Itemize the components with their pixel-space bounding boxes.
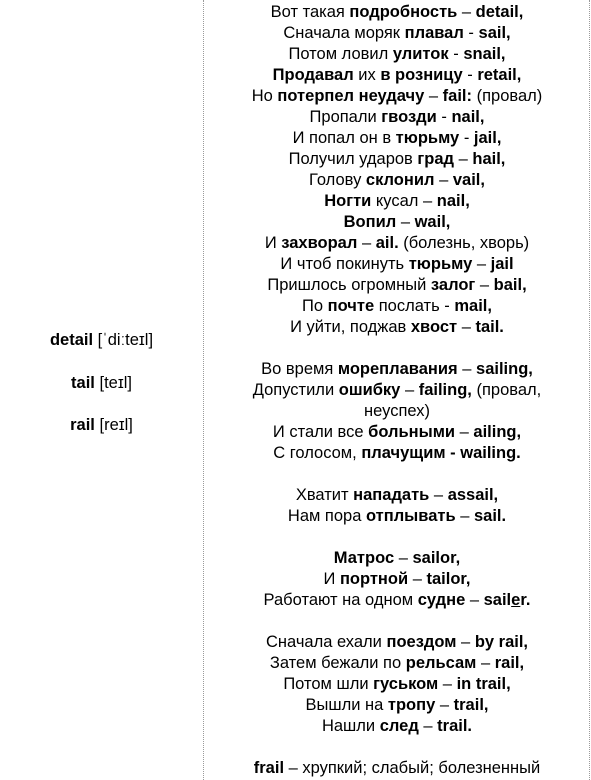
- poem-line: [204, 191, 590, 212]
- bold-word: Вопил: [343, 213, 397, 231]
- bold-word: trail,: [453, 696, 489, 714]
- text-segment: –: [424, 87, 443, 105]
- poem-line: [204, 422, 590, 443]
- stanza-gap: [204, 338, 590, 359]
- text-segment: -: [448, 45, 464, 63]
- text-segment: –: [455, 507, 474, 525]
- text-segment: И попал он в: [292, 129, 396, 147]
- poem-line: [204, 86, 590, 107]
- bold-word: тропу: [387, 696, 436, 714]
- text-segment: –: [455, 423, 474, 441]
- bold-word: wail,: [414, 213, 451, 231]
- text-segment: Пришлось огромный: [267, 276, 431, 294]
- bold-word: tailor,: [426, 570, 471, 588]
- text-segment: неуспех): [364, 402, 430, 420]
- vocab-word: tail: [71, 374, 95, 392]
- vocab-word: rail: [70, 416, 95, 434]
- bold-word: плавал: [404, 24, 464, 42]
- text-segment: –: [394, 549, 413, 567]
- text-segment: -: [459, 129, 474, 147]
- bold-word: ошибку: [338, 381, 401, 399]
- poem-line: [204, 401, 590, 422]
- bold-word: trail.: [437, 717, 473, 735]
- text-segment: –: [418, 717, 438, 735]
- bold-word: улиток: [392, 45, 449, 63]
- text-segment: -: [436, 108, 452, 126]
- bold-word: мореплавания: [337, 360, 458, 378]
- bold-word: хвост: [410, 318, 458, 336]
- bold-word: поездом: [386, 633, 457, 651]
- poem-line: [204, 443, 590, 464]
- poem-line: [204, 149, 590, 170]
- text-segment: –: [457, 3, 476, 21]
- poem-line: [204, 695, 590, 716]
- bold-word: r.: [520, 591, 531, 609]
- bold-word: Ногти: [324, 192, 372, 210]
- poem-line: [204, 128, 590, 149]
- bold-word: ail.: [375, 234, 399, 252]
- stanza-gap: [204, 527, 590, 548]
- vocab-entry: [0, 330, 203, 350]
- text-segment: И уйти, поджав: [290, 318, 411, 336]
- bold-word: by rail,: [474, 633, 529, 651]
- text-segment: –: [456, 633, 475, 651]
- bold-word: склонил: [365, 171, 435, 189]
- text-segment: И: [323, 570, 340, 588]
- vocabulary-column: [0, 0, 203, 780]
- poem-line: [204, 758, 590, 779]
- vocab-transcription: [ˈdiːteɪl]: [97, 331, 154, 349]
- bold-word: detail,: [475, 3, 524, 21]
- bold-word: sail: [483, 591, 512, 609]
- bold-word: nail,: [436, 192, 470, 210]
- text-segment: Допустили: [252, 381, 339, 399]
- vocab-word: detail: [49, 331, 94, 349]
- poem-line: [204, 569, 590, 590]
- bold-word: гвозди: [381, 108, 437, 126]
- bold-word: судне: [417, 591, 466, 609]
- bold-word: залог: [430, 276, 476, 294]
- bold-word: snail,: [463, 45, 506, 63]
- text-segment: Голову: [309, 171, 366, 189]
- poem-line: [204, 506, 590, 527]
- bold-word: Матрос: [333, 549, 395, 567]
- poem-line: [204, 590, 590, 611]
- bold-word: sail.: [473, 507, 507, 525]
- text-segment: Потом шли: [283, 675, 374, 693]
- poem-line: [204, 296, 590, 317]
- poem-column: [204, 2, 590, 779]
- text-segment: –: [400, 381, 419, 399]
- bold-word: jail: [490, 255, 514, 273]
- bold-word: nail,: [451, 108, 485, 126]
- text-segment: Хватит: [295, 486, 354, 504]
- poem-line: [204, 44, 590, 65]
- bold-word: failing,: [418, 381, 472, 399]
- text-segment: –: [396, 213, 415, 231]
- bold-word: bail,: [493, 276, 527, 294]
- text-segment: –: [454, 150, 473, 168]
- text-segment: По: [302, 297, 328, 315]
- bold-word: vail,: [452, 171, 485, 189]
- text-segment: Сначала моряк: [283, 24, 405, 42]
- bold-word: [511, 591, 520, 609]
- text-segment: кусал –: [371, 192, 437, 210]
- bold-word: нападать: [353, 486, 430, 504]
- text-segment: И: [264, 234, 282, 252]
- text-segment: Нам пора: [287, 507, 366, 525]
- vocab-entry: [0, 373, 203, 393]
- poem-line: [204, 23, 590, 44]
- text-segment: –: [472, 255, 491, 273]
- bold-word: тюрьму: [408, 255, 473, 273]
- text-segment: –: [434, 171, 453, 189]
- bold-word: assail,: [447, 486, 499, 504]
- text-segment: Вышли на: [305, 696, 388, 714]
- text-segment: –: [357, 234, 376, 252]
- bold-word: потерпел неудачу: [277, 87, 425, 105]
- text-segment: -: [463, 24, 479, 42]
- poem-line: [204, 254, 590, 275]
- bold-word: в розницу: [380, 66, 463, 84]
- poem-line: [204, 380, 590, 401]
- bold-word: почте: [327, 297, 375, 315]
- text-segment: И чтоб покинуть: [280, 255, 409, 273]
- text-segment: их: [353, 66, 381, 84]
- text-segment: Получил ударов: [288, 150, 418, 168]
- text-segment: –: [476, 654, 495, 672]
- poem-line: [204, 548, 590, 569]
- bold-word: sailor,: [412, 549, 461, 567]
- poem-line: [204, 2, 590, 23]
- bold-word: ailing,: [473, 423, 522, 441]
- poem-line: [204, 359, 590, 380]
- text-segment: –: [457, 318, 476, 336]
- text-segment: Нашли: [321, 717, 380, 735]
- text-segment: –: [475, 276, 494, 294]
- text-segment: С голосом,: [273, 444, 362, 462]
- stanza-gap: [204, 737, 590, 758]
- bold-word: подробность: [349, 3, 458, 21]
- bold-word: jail,: [473, 129, 502, 147]
- bold-word: тюрьму: [395, 129, 460, 147]
- text-segment: –: [438, 675, 457, 693]
- text-segment: послать -: [374, 297, 455, 315]
- poem-line: [204, 107, 590, 128]
- poem-line: [204, 317, 590, 338]
- text-segment: Затем бежали по: [269, 654, 406, 672]
- text-segment: –: [465, 591, 484, 609]
- poem-line: [204, 632, 590, 653]
- text-segment: (провал,: [471, 381, 542, 399]
- vocab-transcription: [reɪl]: [99, 416, 133, 434]
- bold-word: след: [379, 717, 419, 735]
- bold-word: hail,: [472, 150, 506, 168]
- bold-word: in trail,: [456, 675, 511, 693]
- text-segment: И стали все: [272, 423, 369, 441]
- poem-line: [204, 674, 590, 695]
- poem-line: [204, 716, 590, 737]
- text-segment: Сначала ехали: [265, 633, 387, 651]
- underlined-letter: e: [511, 591, 521, 609]
- text-segment: Но: [251, 87, 278, 105]
- bold-word: захворал: [281, 234, 358, 252]
- text-segment: Потом ловил: [288, 45, 393, 63]
- bold-word: mail,: [454, 297, 492, 315]
- poem-line: [204, 170, 590, 191]
- bold-word: sail,: [478, 24, 511, 42]
- text-segment: – хрупкий; слабый; болезненный: [284, 759, 541, 777]
- text-segment: Вот такая: [270, 3, 350, 21]
- bold-word: град: [417, 150, 455, 168]
- stanza-gap: [204, 464, 590, 485]
- text-segment: (болезнь, хворь): [398, 234, 530, 252]
- bold-word: retail,: [477, 66, 522, 84]
- poem-line: [204, 653, 590, 674]
- text-segment: Пропали: [309, 108, 382, 126]
- vocab-entry: [0, 415, 203, 435]
- bold-word: гуськом: [373, 675, 439, 693]
- bold-word: frail: [253, 759, 285, 777]
- poem-line: [204, 65, 590, 86]
- bold-word: fail:: [442, 87, 472, 105]
- bold-word: плачущим - wailing.: [361, 444, 521, 462]
- bold-word: tail.: [475, 318, 504, 336]
- text-segment: Работают на одном: [263, 591, 418, 609]
- stanza-gap: [204, 611, 590, 632]
- bold-word: больными: [368, 423, 456, 441]
- poem-line: [204, 275, 590, 296]
- text-segment: Во время: [261, 360, 338, 378]
- bold-word: отплывать: [365, 507, 456, 525]
- text-segment: (провал): [472, 87, 543, 105]
- text-segment: –: [457, 360, 477, 378]
- bold-word: rail,: [494, 654, 525, 672]
- bold-word: Продавал: [272, 66, 354, 84]
- vocab-transcription: [teɪl]: [99, 374, 132, 392]
- bold-word: sailing,: [476, 360, 533, 378]
- text-segment: –: [408, 570, 427, 588]
- poem-line: [204, 485, 590, 506]
- poem-line: [204, 212, 590, 233]
- text-segment: –: [435, 696, 454, 714]
- text-segment: –: [429, 486, 448, 504]
- bold-word: портной: [339, 570, 409, 588]
- poem-line: [204, 233, 590, 254]
- bold-word: рельсам: [405, 654, 477, 672]
- text-segment: -: [462, 66, 478, 84]
